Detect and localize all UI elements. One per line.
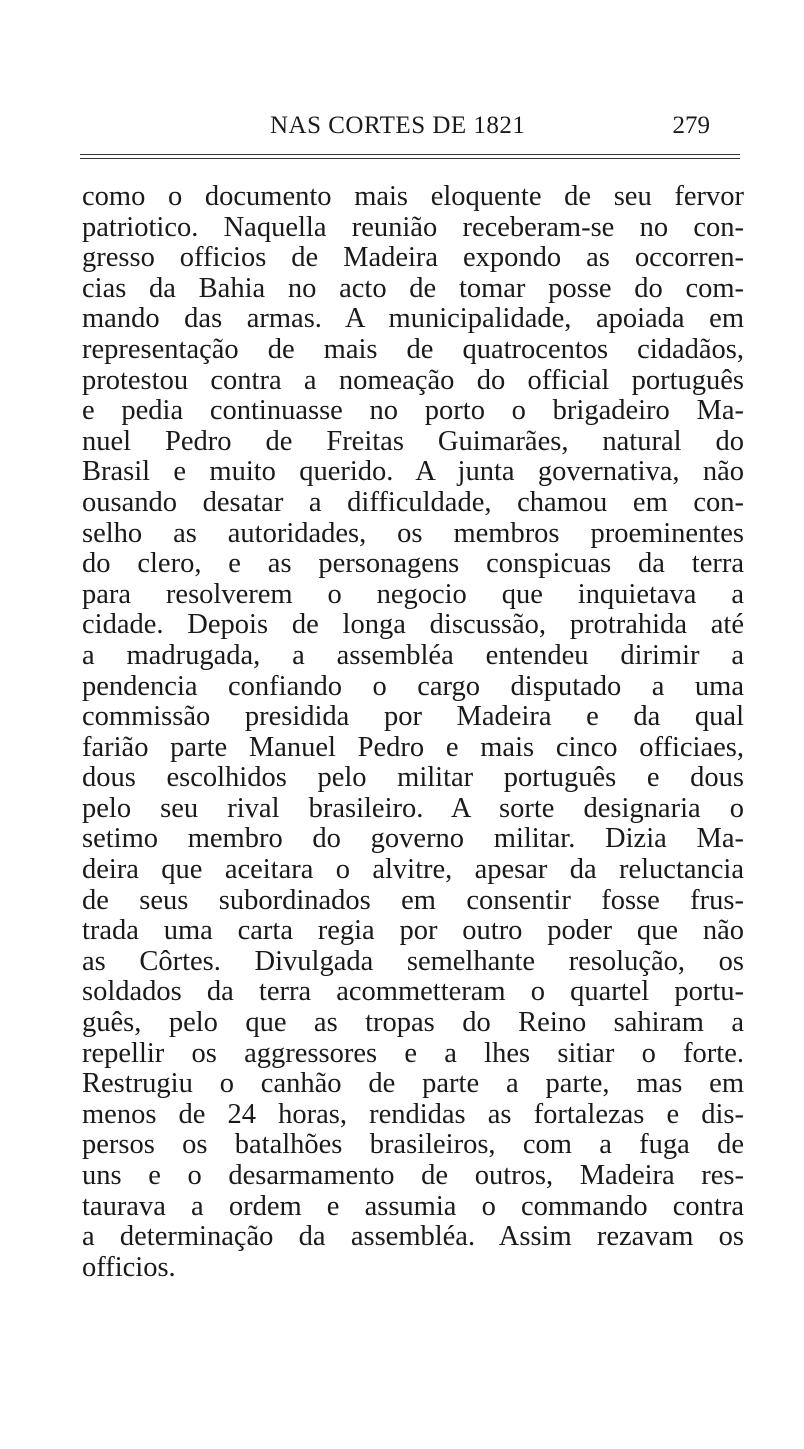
text-line: menos de 24 horas, rendidas as fortalezas e dis- (82, 1098, 744, 1130)
header-rule-bottom (80, 158, 740, 159)
text-line: patriotico. Naquella reunião receberam-se no con- (82, 211, 744, 243)
text-line: pelo seu rival brasileiro. A sorte designaria o (82, 792, 744, 824)
text-line: setimo membro do governo militar. Dizia Ma- (82, 823, 744, 855)
page-number: 279 (672, 112, 710, 139)
text-line: officios. (82, 1251, 176, 1283)
text-line: a determinação da assembléa. Assim rezavam os (82, 1221, 744, 1253)
text-line: nuel Pedro de Freitas Guimarães, natural do (82, 425, 744, 457)
text-line: do clero, e as personagens conspicuas da terra (82, 548, 744, 580)
text-line: soldados da terra acommetteram o quartel portu- (82, 976, 744, 1008)
page-header (80, 112, 740, 152)
text-line: uns e o desarmamento de outros, Madeira res- (82, 1160, 744, 1191)
text-line: guês, pelo que as tropas do Reino sahiram a (82, 1007, 744, 1039)
text-line: selho as autoridades, os membros proeminentes (82, 517, 744, 549)
text-line: trada uma carta regia por outro poder que não (82, 915, 744, 947)
text-line: Brasil e muito querido. A junta governativa, não (82, 456, 744, 488)
text-line: de seus subordinados em consentir fosse frus- (82, 884, 744, 916)
text-line: persos os batalhões brasileiros, com a fuga de (82, 1129, 744, 1161)
text-line: e pedia continuasse no porto o brigadeiro Ma- (82, 395, 744, 427)
text-line: deira que aceitara o alvitre, apesar da reluctancia (82, 854, 744, 886)
text-line: para resolverem o negocio que inquietava a (82, 578, 744, 610)
running-head: NAS CORTES DE 1821 (270, 112, 526, 139)
text-line: representação de mais de quatrocentos cidadãos, (82, 333, 744, 365)
text-line: commissão presidida por Madeira e da qual (82, 701, 744, 733)
text-line: cias da Bahia no acto de tomar posse do com- (82, 272, 744, 304)
text-line: a madrugada, a assembléa entendeu dirimir a (82, 639, 744, 671)
text-line: Restrugiu o canhão de parte a parte, mas em (82, 1068, 744, 1100)
text-line: farião parte Manuel Pedro e mais cinco officiaes, (82, 731, 744, 763)
text-line: mando das armas. A municipalidade, apoiada em (82, 303, 744, 335)
text-line: taurava a ordem e assumia o commando contra (82, 1190, 744, 1222)
text-line: dous escolhidos pelo militar português e dous (82, 762, 744, 794)
text-line: pendencia confiando o cargo disputado a uma (82, 670, 744, 702)
text-line: gresso officios de Madeira expondo as occorren- (82, 242, 744, 274)
text-line: as Côrtes. Divulgada semelhante resolução, os (82, 945, 744, 977)
text-line: ousando desatar a difficuldade, chamou em con- (82, 486, 744, 518)
text-line: cidade. Depois de longa discussão, protrahida até (82, 609, 744, 641)
body-paragraph (82, 182, 744, 1283)
text-line: protestou contra a nomeação do official português (82, 364, 744, 396)
text-line: repellir os aggressores e a lhes sitiar o forte. (82, 1037, 744, 1069)
text-line: como o documento mais eloquente de seu fervor (82, 181, 744, 212)
header-rule-top (80, 154, 740, 155)
